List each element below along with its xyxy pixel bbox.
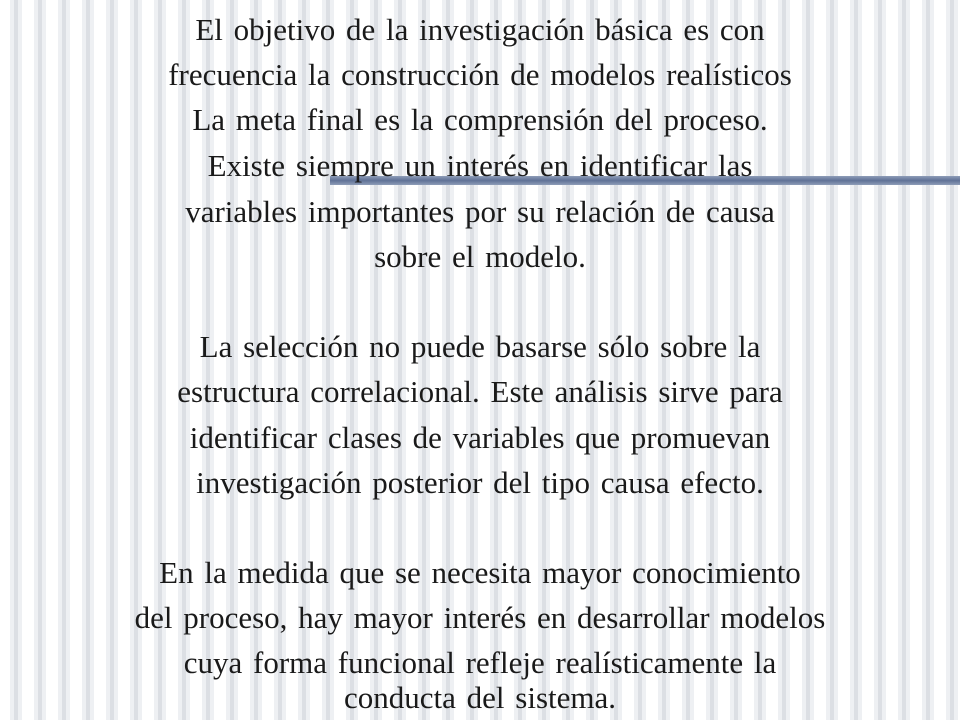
paragraph-3-line-1: En la medida que se necesita mayor conocimiento — [159, 555, 801, 590]
paragraph-1-line-3: La meta final es la comprensión del proceso. — [192, 102, 768, 137]
paragraph-1-line-1: El objetivo de la investigación básica es con — [195, 12, 765, 47]
paragraph-2-line-2: estructura correlacional. Este análisis sirve para — [177, 374, 783, 409]
paragraph-1-line-2: frecuencia la construcción de modelos realísticos — [168, 57, 792, 92]
paragraph-2-line-3: identificar clases de variables que promuevan — [189, 420, 771, 455]
paragraph-3-line-2: del proceso, hay mayor interés en desarrollar modelos — [134, 600, 826, 635]
paragraph-2-line-1: La selección no puede basarse sólo sobre la — [199, 329, 761, 364]
paragraph-1-line-5: variables importantes por su relación de causa — [185, 194, 775, 229]
paragraph-1-line-4: Existe siempre un interés en identificar las — [207, 148, 753, 183]
paragraph-3-line-4: conducta del sistema. — [344, 680, 616, 715]
paragraph-2-line-4: investigación posterior del tipo causa efecto. — [196, 465, 764, 500]
paragraph-3-line-3: cuya forma funcional refleje realísticamente la — [183, 645, 777, 680]
paragraph-1-line-6: sobre el modelo. — [374, 239, 586, 274]
